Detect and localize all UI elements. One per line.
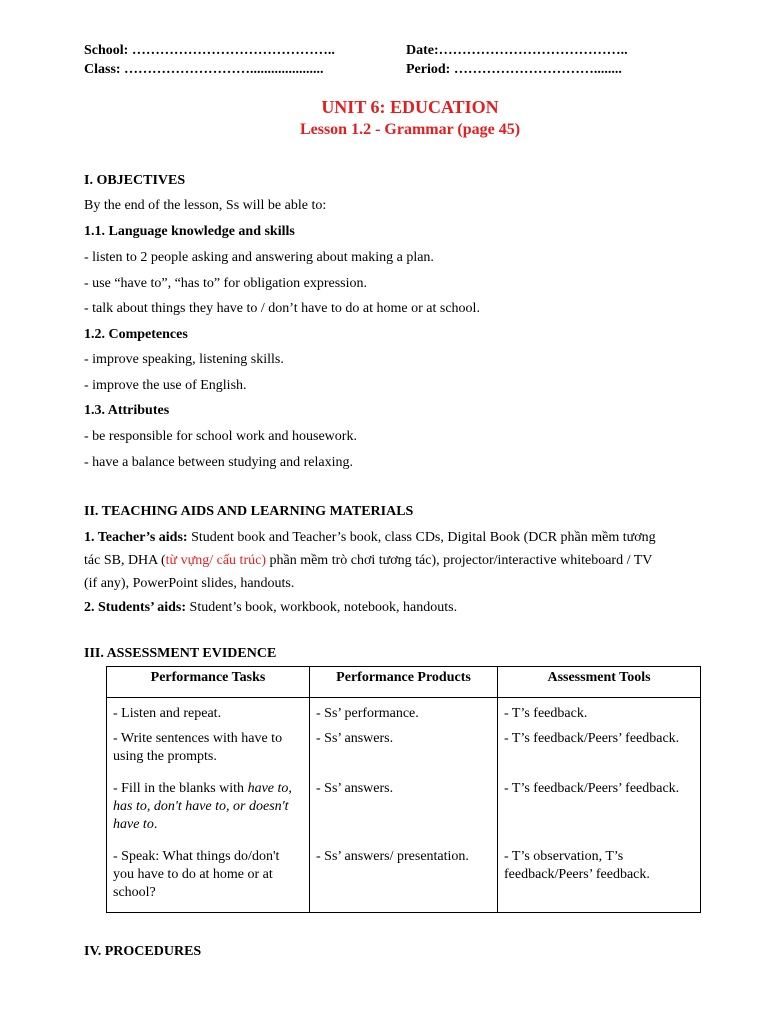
teacher-aids-text: tác SB, DHA ( [84,553,166,568]
task-italic-text: have to, has to, don't have to, or doesn't have to [113,781,292,832]
teacher-aids-text: phần mềm trò chơi tương tác), projector/interactive whiteboard / TV [265,553,653,568]
class-field: Class: ………………………..................... [84,62,324,77]
unit-title: UNIT 6: EDUCATION [321,97,499,117]
teacher-aids-line3: (if any), PowerPoint slides, handouts. [84,576,295,591]
tool-cell: - T’s feedback/Peers’ feedback. [498,728,701,778]
procedures-heading: IV. PROCEDURES [84,944,202,959]
attributes-heading: 1.3. Attributes [84,403,170,418]
attribute-item: - have a balance between studying and relaxing. [84,455,354,470]
objective-item: - use “have to”, “has to” for obligation expression. [84,276,368,291]
teacher-aids-line2 [84,552,652,570]
task-text: . [153,817,158,832]
language-knowledge-heading: 1.1. Language knowledge and skills [84,224,295,239]
teaching-aids-heading: II. TEACHING AIDS AND LEARNING MATERIALS [84,504,414,519]
task-text: - Fill in the blanks with [113,781,248,796]
product-cell: - Ss’ answers. [310,728,498,778]
product-cell: - Ss’ performance. [310,698,498,729]
tool-cell: - T’s feedback. [498,698,701,729]
teacher-aids-label: 1. Teacher’s aids: [84,530,188,545]
competences-heading: 1.2. Competences [84,327,188,342]
task-cell: - Write sentences with have to using the prompts. [107,728,310,778]
column-header-tasks: Performance Tasks [107,667,310,698]
table-row [107,778,701,846]
objective-item: - listen to 2 people asking and answering about making a plan. [84,250,434,265]
attribute-item: - be responsible for school work and housework. [84,429,357,444]
table-header-row [107,667,701,698]
objectives-heading: I. OBJECTIVES [84,173,186,188]
task-cell: - Listen and repeat. [107,698,310,729]
product-cell: - Ss’ answers. [310,778,498,846]
school-field: School: …………………………………….. [84,43,335,58]
table-row [107,698,701,729]
teacher-aids-text: Student book and Teacher’s book, class CDs, Digital Book (DCR phần mềm tương [187,530,656,545]
column-header-tools: Assessment Tools [498,667,701,698]
product-cell: - Ss’ answers/ presentation. [310,846,498,913]
students-aids-text: Student’s book, workbook, notebook, handouts. [186,600,458,615]
task-cell: - Speak: What things do/don't you have to do at home or at school? [107,846,310,913]
lesson-title: Lesson 1.2 - Grammar (page 45) [299,121,521,138]
teacher-aids-red-text: từ vựng/ cấu trúc) [165,553,266,568]
students-aids-line [84,599,457,617]
competence-item: - improve speaking, listening skills. [84,352,284,367]
objective-item: - talk about things they have to / don’t have to do at home or at school. [84,301,480,316]
tool-cell: - T’s observation, T’s feedback/Peers’ feedback. [498,846,701,913]
table-row [107,728,701,778]
competence-item: - improve the use of English. [84,378,247,393]
table-row [107,846,701,913]
objectives-intro: By the end of the lesson, Ss will be able to: [84,198,327,213]
students-aids-label: 2. Students’ aids: [84,600,187,615]
column-header-products: Performance Products [310,667,498,698]
date-field: Date:………………………………….. [406,43,628,58]
task-cell [107,778,310,846]
assessment-heading: III. ASSESSMENT EVIDENCE [84,646,277,661]
period-field: Period: …………………………........ [406,62,622,77]
assessment-table [106,666,701,913]
tool-cell: - T’s feedback/Peers’ feedback. [498,778,701,846]
teacher-aids-line1 [84,529,656,547]
